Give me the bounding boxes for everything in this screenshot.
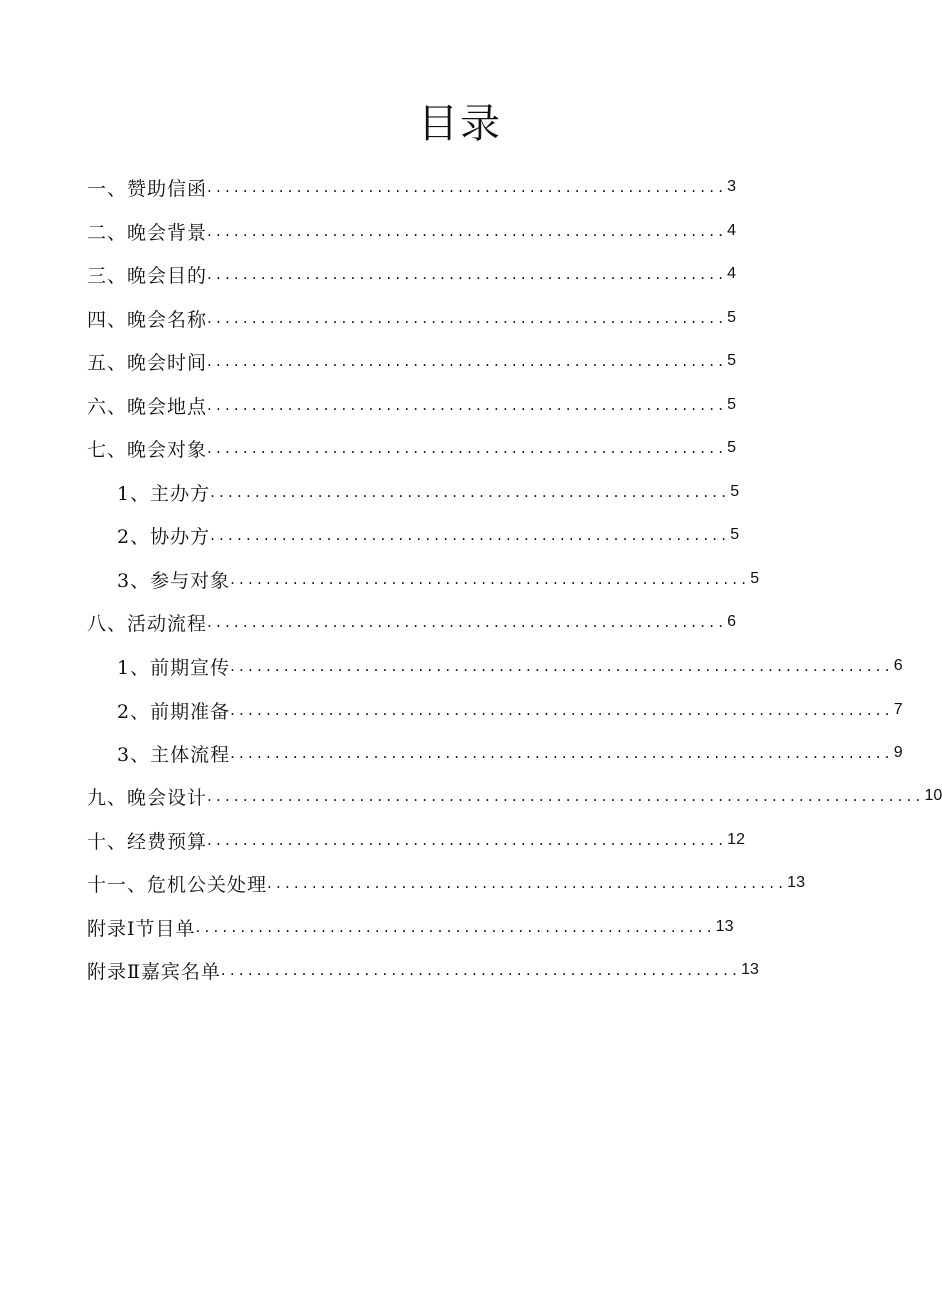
- toc-leader-dots: ..........................................................: [207, 439, 728, 457]
- toc-entry-page: 5: [727, 396, 737, 413]
- toc-entry-label: 附录Ⅱ嘉宾名单: [87, 960, 221, 983]
- toc-entry[interactable]: [87, 216, 737, 246]
- toc-entry-label: 附录Ⅰ节目单: [87, 917, 196, 940]
- toc-entry[interactable]: [87, 781, 942, 811]
- toc-entry-label: 九、晚会设计: [87, 786, 208, 809]
- toc-entry-label: 七、晚会对象: [87, 438, 208, 461]
- toc-entry-label: 三、晚会目的: [87, 264, 208, 287]
- toc-entry-page: 5: [727, 439, 737, 456]
- toc-entry-page: 6: [893, 657, 903, 674]
- toc-leader-dots: ..........................................................: [207, 309, 728, 327]
- toc-entry[interactable]: [87, 433, 737, 463]
- toc-leader-dots: ..........................................................: [207, 352, 728, 370]
- toc-entry-label: 十、经费预算: [87, 830, 208, 853]
- toc-entry-label: 1、前期宣传: [117, 656, 231, 679]
- toc-entry[interactable]: [87, 346, 737, 376]
- toc-leader-dots: ................................................................................: [207, 787, 925, 805]
- toc-leader-dots: ..........................................................: [267, 874, 788, 892]
- toc-entry[interactable]: [87, 912, 734, 942]
- toc-title: 目录: [418, 101, 502, 147]
- toc-entry-page: 5: [730, 526, 740, 543]
- toc-leader-dots: ..........................................................: [210, 483, 731, 501]
- toc-entry-page: 10: [924, 787, 942, 804]
- toc-entry[interactable]: [87, 868, 805, 898]
- toc-entry-page: 4: [727, 265, 737, 282]
- toc-leader-dots: ..........................................................: [207, 178, 728, 196]
- toc-entry[interactable]: [87, 172, 737, 202]
- toc-leader-dots: ..........................................................: [207, 613, 728, 631]
- toc-entry-label: 四、晚会名称: [87, 308, 208, 331]
- toc-entry[interactable]: [87, 390, 737, 420]
- toc-leader-dots: ..........................................................: [207, 831, 728, 849]
- toc-entry[interactable]: [117, 477, 740, 507]
- toc-entry[interactable]: [117, 564, 760, 594]
- toc-entry-page: 13: [715, 918, 734, 935]
- toc-entry-page: 5: [727, 309, 737, 326]
- toc-entry-page: 4: [727, 222, 737, 239]
- toc-entry-page: 9: [893, 744, 903, 761]
- toc-entry[interactable]: [87, 303, 737, 333]
- toc-entry-page: 3: [727, 178, 737, 195]
- toc-entry-label: 十一、危机公关处理: [87, 873, 268, 896]
- toc-entry-label: 五、晚会时间: [87, 351, 208, 374]
- toc-leader-dots: ..........................................................: [230, 570, 751, 588]
- toc-entry-page: 6: [727, 613, 737, 630]
- toc-entry-page: 7: [893, 701, 903, 718]
- toc-leader-dots: ..........................................................: [207, 265, 728, 283]
- toc-entry-label: 2、协办方: [117, 525, 211, 548]
- toc-leader-dots: ..........................................................................: [230, 744, 894, 762]
- toc-entry[interactable]: [117, 738, 903, 768]
- toc-entry-label: 二、晚会背景: [87, 221, 208, 244]
- toc-leader-dots: ..........................................................: [195, 918, 716, 936]
- toc-leader-dots: ..........................................................................: [230, 657, 894, 675]
- toc-leader-dots: ..........................................................: [207, 222, 728, 240]
- toc-entry-label: 一、赞助信函: [87, 177, 208, 200]
- toc-entry[interactable]: [87, 825, 745, 855]
- toc-entry-page: 12: [727, 831, 745, 848]
- toc-entry-page: 5: [727, 352, 737, 369]
- toc-entry[interactable]: [87, 955, 759, 985]
- toc-entry-page: 13: [787, 874, 805, 891]
- toc-entry-label: 八、活动流程: [87, 612, 208, 635]
- toc-entry[interactable]: [117, 651, 903, 681]
- toc-entry-label: 3、主体流程: [117, 743, 231, 766]
- toc-leader-dots: ..........................................................: [207, 396, 728, 414]
- toc-entry[interactable]: [117, 520, 740, 550]
- toc-entry[interactable]: [87, 259, 737, 289]
- toc-entry-page: 5: [730, 483, 740, 500]
- toc-entry[interactable]: [87, 607, 737, 637]
- toc-entry-label: 2、前期准备: [117, 700, 231, 723]
- toc-entry-page: 13: [741, 961, 759, 978]
- toc-entry-label: 3、参与对象: [117, 569, 231, 592]
- toc-leader-dots: ..........................................................................: [230, 701, 894, 719]
- toc-leader-dots: ..........................................................: [220, 961, 742, 979]
- toc-leader-dots: ..........................................................: [210, 526, 731, 544]
- toc-entry-label: 1、主办方: [117, 482, 211, 505]
- toc-entry-label: 六、晚会地点: [87, 395, 208, 418]
- toc-entry-page: 5: [750, 570, 760, 587]
- toc-entry[interactable]: [117, 695, 903, 725]
